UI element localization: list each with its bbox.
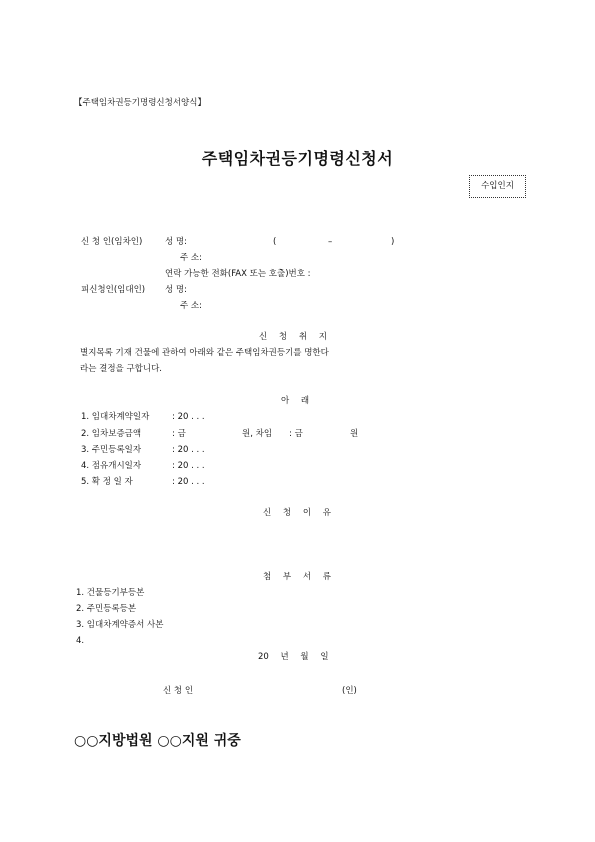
item-3-value: : 20 . . . — [172, 445, 205, 455]
respondent-name-label: 성 명: — [165, 285, 187, 295]
item-5-value: : 20 . . . — [172, 477, 205, 487]
item-5-label: 5. 확 정 일 자 — [81, 477, 133, 487]
purpose-line-2: 라는 결정을 구합니다. — [80, 364, 163, 374]
attachments-heading: 첨 부 서 류 — [263, 572, 331, 582]
purpose-line-1: 별지목록 기재 건물에 관하여 아래와 같은 주택임차권등기를 명한다 — [80, 348, 329, 358]
item-2-unit: 원, 차임 — [242, 429, 273, 439]
item-2-label: 2. 임차보증금액 — [81, 429, 142, 439]
item-4-label: 4. 점유개시일자 — [81, 461, 142, 471]
item-4-value: : 20 . . . — [172, 461, 205, 471]
attachment-item-1: 1. 건물등기부등본 — [76, 588, 145, 598]
item-1-label: 1. 임대차계약일자 — [81, 412, 150, 422]
item-3-label: 3. 주민등록일자 — [81, 445, 142, 455]
document-title: 주택임차권등기명령신청서 — [201, 149, 394, 168]
reason-heading: 신 청 이 유 — [263, 508, 331, 518]
item-2-value: : 금 — [172, 429, 186, 439]
purpose-heading: 신 청 취 지 — [259, 332, 327, 342]
attachment-item-2: 2. 주민등록등본 — [76, 604, 137, 614]
below-heading: 아 래 — [281, 396, 310, 406]
item-2-unit2: 원 — [350, 429, 359, 439]
applicant-paren-open: ( — [273, 237, 277, 247]
date-line: 20 년 월 일 — [258, 652, 329, 662]
applicant-paren-close: ) — [391, 237, 395, 247]
signature-seal: (인) — [342, 686, 357, 696]
applicant-name-label: 성 명: — [165, 237, 187, 247]
applicant-address-label: 주 소: — [180, 253, 202, 263]
respondent-label: 피신청인(임대인) — [81, 285, 146, 295]
item-1-value: : 20 . . . — [172, 412, 205, 422]
revenue-stamp-box: 수입인지 — [469, 175, 526, 198]
applicant-dash: – — [328, 237, 333, 247]
item-2-value2: : 금 — [289, 429, 303, 439]
court-addressee: ○○지방법원 ○○지원 귀중 — [74, 733, 241, 749]
attachment-item-3: 3. 임대차계약증서 사본 — [76, 620, 164, 630]
form-caption: 【주택임차권등기명령신청서양식】 — [74, 98, 206, 108]
signature-label: 신 청 인 — [163, 686, 194, 696]
applicant-label: 신 청 인(임차인) — [81, 237, 143, 247]
attachment-item-4: 4. — [76, 636, 85, 646]
applicant-phone-label: 연락 가능한 전화(FAX 또는 호출)번호 : — [165, 269, 311, 279]
respondent-address-label: 주 소: — [180, 301, 202, 311]
